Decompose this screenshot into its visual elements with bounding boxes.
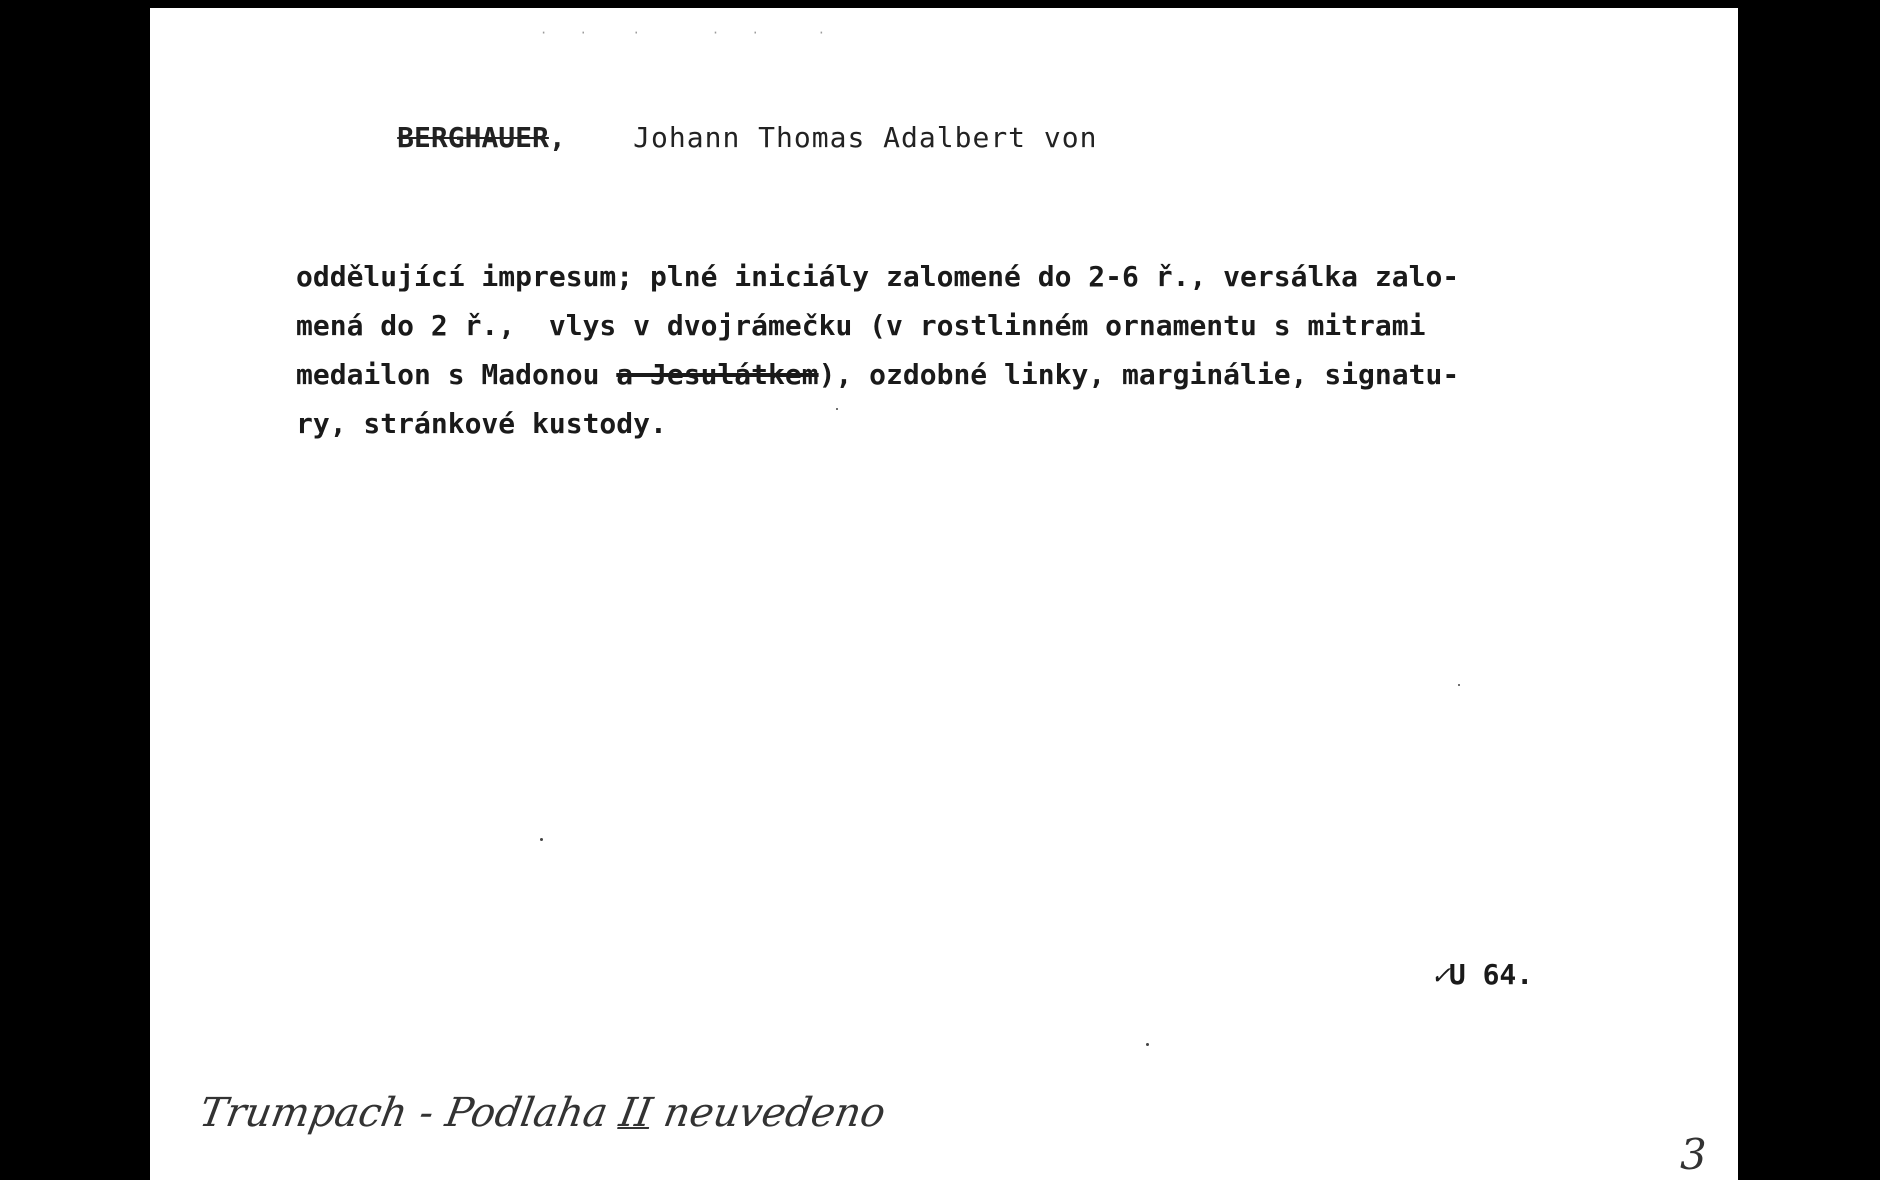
description-line-4: ry, stránkové kustody. [296,407,667,440]
heading-surname: BERGHAUER [397,121,549,154]
description-line-3 [296,350,1459,399]
heading-given-names: Johann Thomas Adalbert von [633,121,1098,154]
scan-speck [836,408,838,410]
shelfmark-value: U 64. [1448,958,1534,991]
check-mark-icon: ✓ [1432,958,1449,991]
card-heading [296,88,1097,187]
heading-separator: , [548,121,566,154]
shelfmark [1432,958,1533,991]
handwritten-note [196,1090,889,1136]
faint-marks: · · · · · · [540,26,831,40]
handwritten-note-volume: II [615,1090,656,1136]
description-line-3-end: ), ozdobné linky, marginálie, signatu- [818,358,1460,391]
scan-speck [540,838,543,841]
description-line-1: oddělující impresum; plné iniciály zalomené do 2-6 ř., versálka zalo- [296,260,1460,293]
scan-speck [1458,684,1460,686]
catalog-card [150,8,1738,1180]
description-line-3-start: medailon s Madonou [296,358,617,391]
handwritten-note-start: Trumpach - Podlaha [195,1090,625,1136]
description-line-2: mená do 2 ř., vlys v dvojrámečku (v rostlinném ornamentu s mitrami [296,309,1426,342]
page-number: 3 [1680,1130,1707,1179]
struck-through-text: a Jesulátkem [616,358,819,391]
handwritten-note-end: neuvedeno [647,1090,889,1136]
scan-speck [1146,1043,1149,1046]
card-description [296,252,1459,448]
